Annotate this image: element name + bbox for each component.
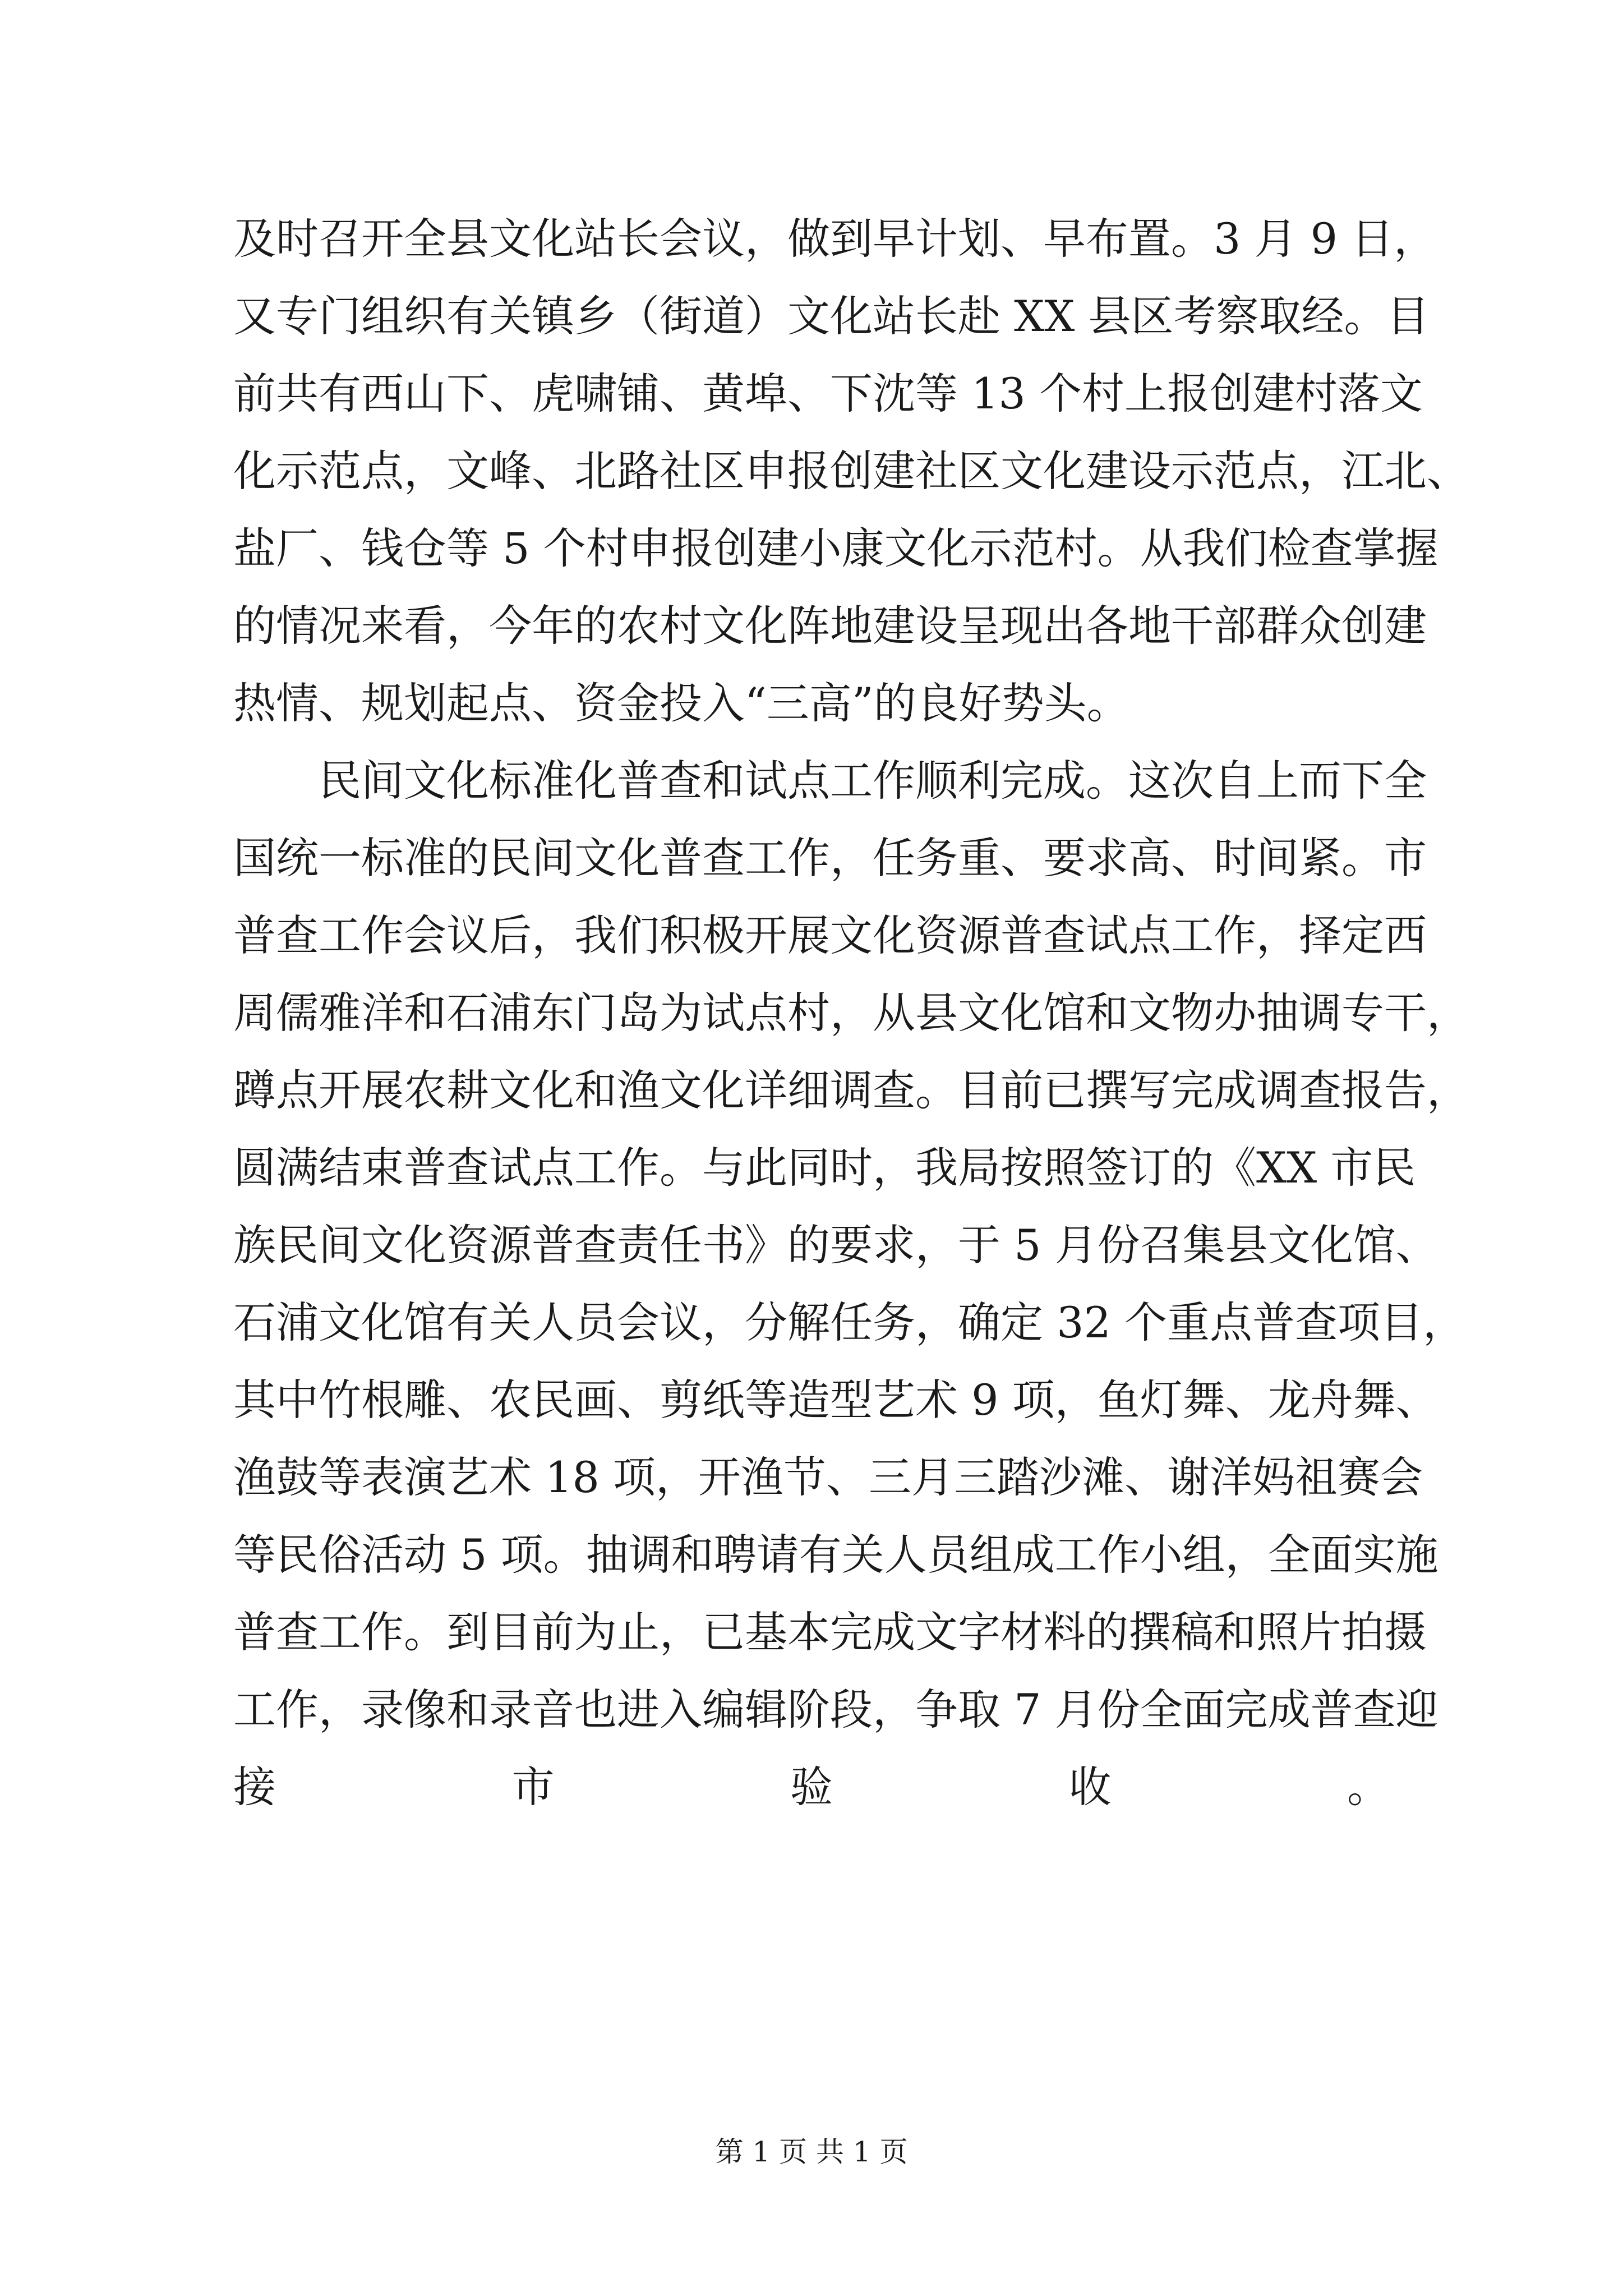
paragraph-2 (233, 742, 1469, 1903)
text-line: 前共有西山下、虎啸铺、黄埠、下沈等 13 个村上报创建村落文 (233, 369, 1423, 418)
text-line: 周儒雅洋和石浦东门岛为试点村，从县文化馆和文物办抽调专干， (233, 988, 1469, 1038)
document-body (233, 200, 1469, 1903)
text-line (233, 1826, 1390, 1903)
text-line: 盐厂、钱仓等 5 个村申报创建小康文化示范村。从我们检查掌握 (233, 523, 1438, 573)
text-line: 化示范点，文峰、北路社区申报创建社区文化建设示范点，江北、 (233, 446, 1469, 496)
text-line: 等民俗活动 5 项。抽调和聘请有关人员组成工作小组，全面实施 (233, 1530, 1438, 1580)
text-line: 及时召开全县文化站长会议，做到早计划、早布置。3 月 9 日， (233, 214, 1437, 264)
text-line: 蹲点开展农耕文化和渔文化详细调查。目前已撰写完成调查报告， (233, 1065, 1469, 1115)
text-line: 石浦文化馆有关人员会议，分解任务，确定 32 个重点普查项目， (233, 1297, 1466, 1347)
text-line: 的情况来看，今年的农村文化阵地建设呈现出各地干部群众创建 (233, 601, 1427, 651)
text-line: 又专门组织有关镇乡（街道）文化站长赴 XX 县区考察取经。目 (233, 291, 1430, 341)
text-line: 族民间文化资源普查责任书》的要求，于 5 月份召集县文化馆、 (233, 1220, 1438, 1270)
text-line: 国统一标准的民间文化普查工作，任务重、要求高、时间紧。市 (233, 833, 1427, 883)
text-line: 渔鼓等表演艺术 18 项，开渔节、三月三踏沙滩、谢洋妈祖赛会 (233, 1452, 1423, 1502)
text-line: 民间文化标准化普查和试点工作顺利完成。这次自上而下全 (233, 756, 1427, 806)
text-line: 圆满结束普查试点工作。与此同时，我局按照签订的《XX 市民 (233, 1143, 1416, 1193)
text-line: 其中竹根雕、农民画、剪纸等造型艺术 9 项，鱼灯舞、龙舟舞、 (233, 1375, 1438, 1425)
paragraph-1 (233, 200, 1469, 742)
text-line: 接市验收。 (233, 1762, 1390, 1812)
page-footer: 第 1 页 共 1 页 (715, 2136, 908, 2168)
text-line: 普查工作会议后，我们积极开展文化资源普查试点工作，择定西 (233, 910, 1427, 960)
text-line: 热情、规划起点、资金投入“三高”的良好势头。 (233, 678, 1129, 728)
text-line: 普查工作。到目前为止，已基本完成文字材料的撰稿和照片拍摄 (233, 1607, 1427, 1657)
text-line: 工作，录像和录音也进入编辑阶段，争取 7 月份全面完成普查迎 (233, 1685, 1438, 1734)
